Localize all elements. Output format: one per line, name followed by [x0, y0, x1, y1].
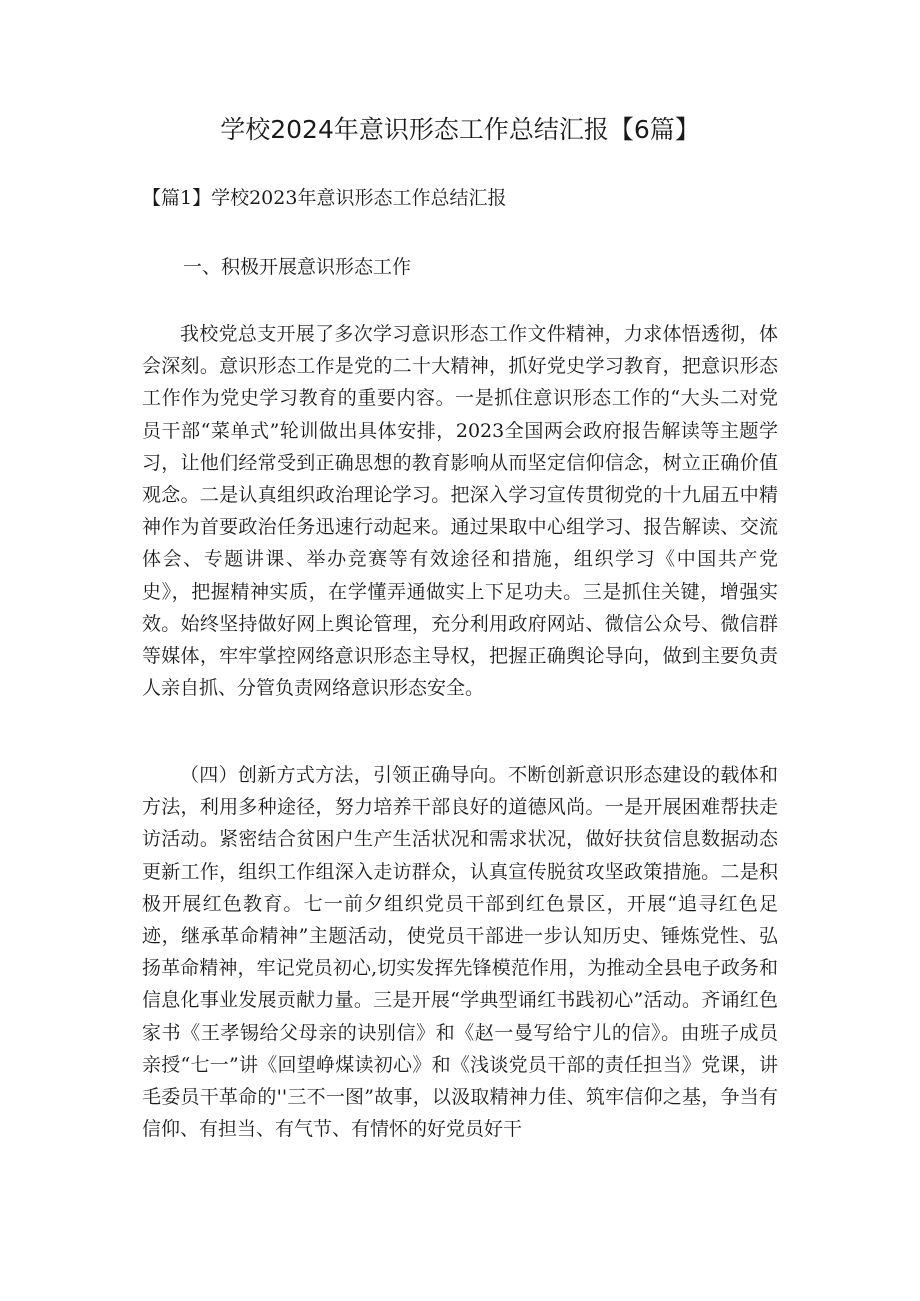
- heading-level-1: 一、积极开展意识形态工作: [183, 256, 412, 278]
- document-title: 学校2024年意识形态工作总结汇报【6篇】: [220, 115, 700, 144]
- body-paragraph: 我校党总支开展了多次学习意识形态工作文件精神，力求体悟透彻，体会深刻。意识形态工作是党的二十大精神，抓好党史学习教育，把意识形态工作作为党史学习教育的重要内容。一是抓住意识形态工作的“大头二对党员干部“菜单式”轮训做出具体安排，2023全国两会政府报告解读等主题学习，让他们经常受到正确思想的教育影响从而坚定信仰信念，树立正确价值观念。二是认真组织政治理论学习。把深入学习宣传贯彻党的十九届五中精神作为首要政治任务迅速行动起来。通过果取中心组学习、报告解读、交流体会、专题讲课、举办竞赛等有效途径和措施，组织学习《中国共产党史》，把握精神实质，在学懂弄通做实上下足功夫。三是抓住关键，增强实效。始终坚持做好网上舆论管理，充分利用政府网站、微信公众号、微信群等媒体，牢牢掌控网络意识形态主导权，把握正确舆论导向，做到主要负责人亲自抓、分管负责网络意识形态安全。: [142, 323, 778, 700]
- section-title: 【篇1】学校2023年意识形态工作总结汇报: [142, 187, 507, 209]
- body-paragraph: （四）创新方式方法，引领正确导向。不断创新意识形态建设的载体和方法，利用多种途径，努力培养干部良好的道德风尚。一是开展困难帮扶走访活动。紧密结合贫困户生产生活状况和需求状况，做好扶贫信息数据动态更新工作，组织工作组深入走访群众，认真宣传脱贫攻坚政策措施。二是积极开展红色教育。七一前夕组织党员干部到红色景区，开展“追寻红色足迹，继承革命精神”主题活动，使党员干部进一步认知历史、锤炼党性、弘扬革命精神，牢记党员初心,切实发挥先锋模范作用，为推动全县电子政务和信息化事业发展贡献力量。三是开展“学典型诵红书践初心”活动。齐诵红色家书《王孝锡给父母亲的诀别信》和《赵一曼写给宁儿的信》。由班子成员亲授“七一”讲《回望峥煤读初心》和《浅谈党员干部的责任担当》党课，讲毛委员干革命的''三不一图”故事，以汲取精神力佳、筑牢信仰之基，争当有信仰、有担当、有气节、有情怀的好党员好干: [142, 764, 778, 1141]
